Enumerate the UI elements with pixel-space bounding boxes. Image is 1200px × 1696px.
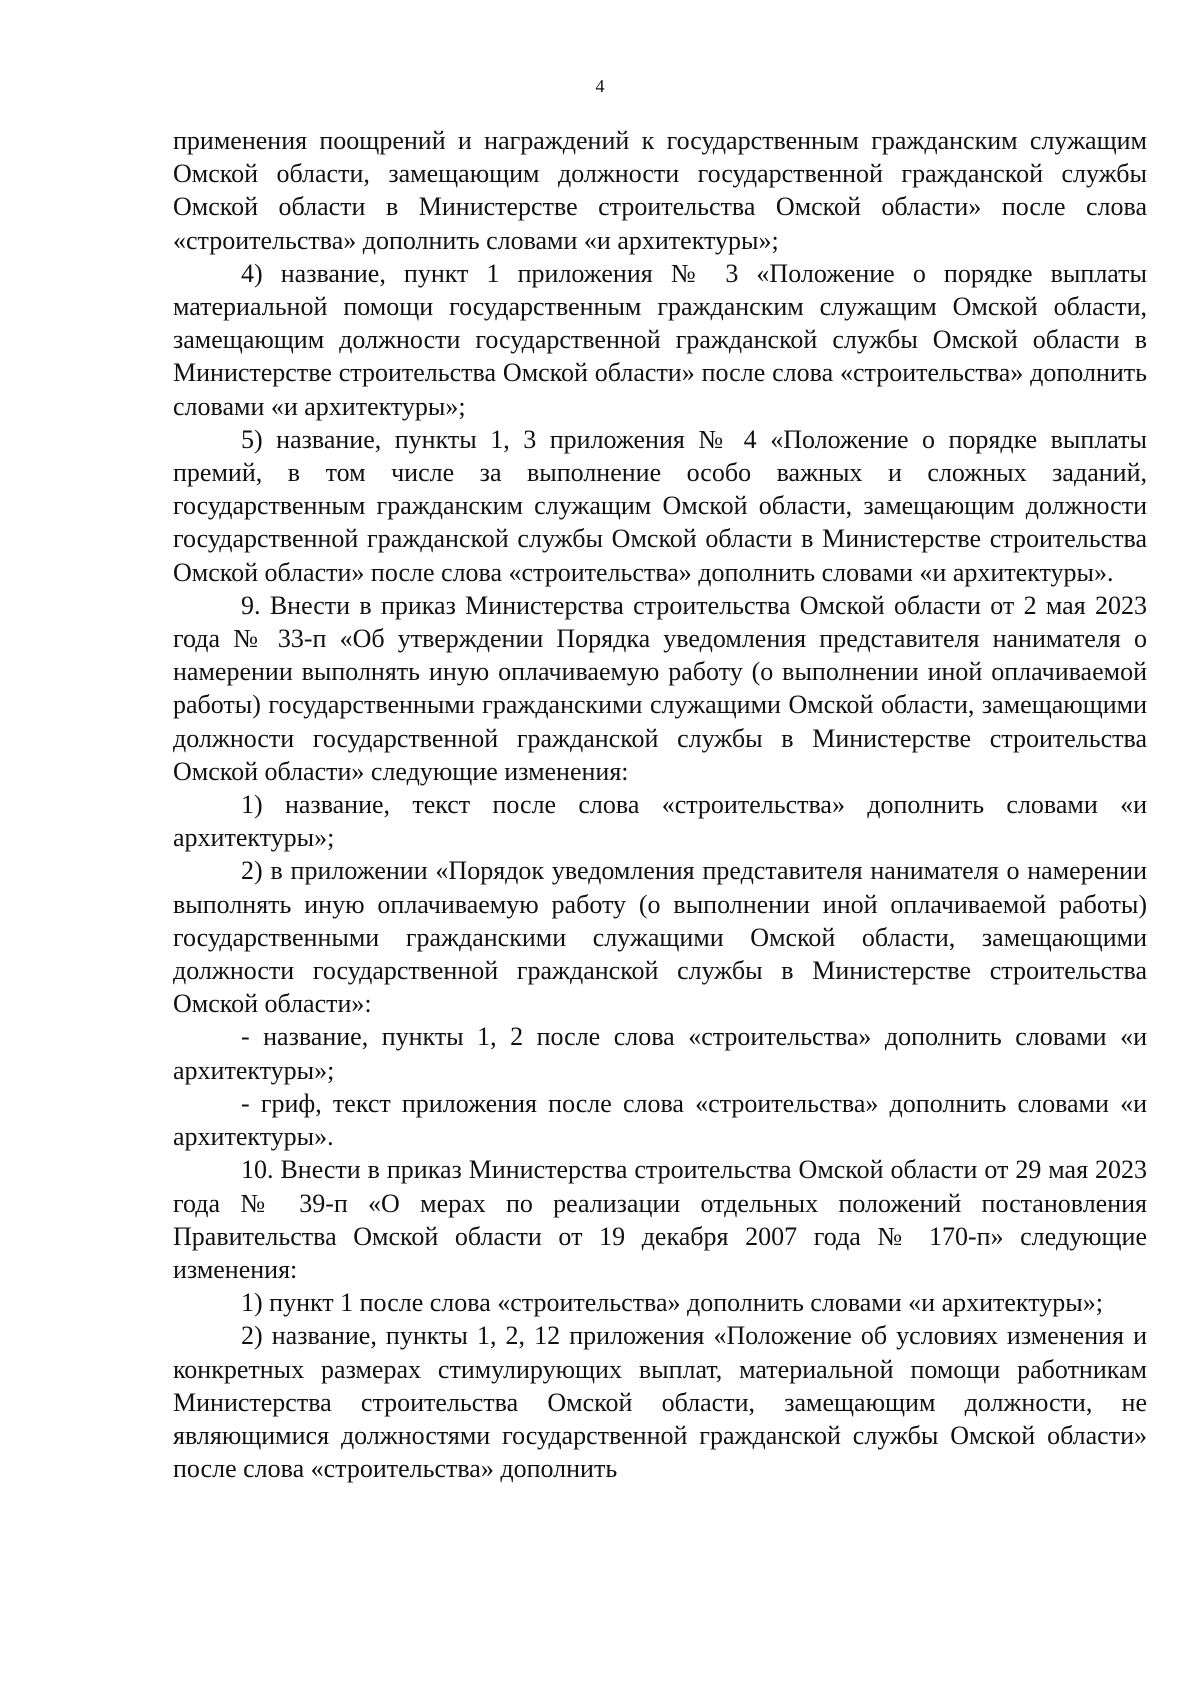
paragraph-clause-9: 9. Внести в приказ Министерства строительства Омской области от 2 мая 2023 года № 33-п «Об утверждении Порядка уведомления представителя нанимателя о намерении выполнять иную оплачиваемую работу (о выполнении иной оплачиваемой работы) государственными гражданскими служащими Омской области, замещающими должности государственной гражданской службы в Министерстве строительства Омской области» следующие изменения: (173, 590, 1147, 786)
paragraph-clause-9-dash-1: - название, пункты 1, 2 после слова «строительства» дополнить словами «и архитектуры»; (173, 1022, 1147, 1085)
paragraph-item-4: 4) название, пункт 1 приложения № 3 «Положение о порядке выплаты материальной помощи государственным гражданским служащим Омской области, замещающим должности государственной гражданской службы Омской области в Министерстве строительства Омской области» после слова «строительства» дополнить словами «и архитектуры»; (173, 258, 1147, 421)
paragraph-continuation: применения поощрений и награждений к государственным гражданским служащим Омской области, замещающим должности государственной гражданской службы Омской области в Министерстве строительства Омской области» после слова «строительства» дополнить словами «и архитектуры»; (173, 126, 1147, 255)
paragraph-clause-10-item-1: 1) пункт 1 после слова «строительства» дополнить словами «и архитектуры»; (241, 1288, 1103, 1318)
paragraph-clause-9-item-2: 2) в приложении «Порядок уведомления представителя нанимателя о намерении выполнять иную оплачиваемую работу (о выполнении иной оплачиваемой работы) государственными гражданскими служащими Омской области, замещающими должности государственной гражданской службы в Министерстве строительства Омской области»: (173, 856, 1147, 1019)
paragraph-clause-9-dash-2: - гриф, текст приложения после слова «строительства» дополнить словами «и архитектуры». (173, 1088, 1147, 1152)
document-body (173, 124, 1147, 1485)
page-number: 4 (595, 76, 605, 96)
paragraph-clause-10: 10. Внести в приказ Министерства строительства Омской области от 29 мая 2023 года № 39-п «О мерах по реализации отдельных положений постановления Правительства Омской области от 19 декабря 2007 года № 170-п» следующие изменения: (173, 1155, 1147, 1284)
paragraph-item-5: 5) название, пункты 1, 3 приложения № 4 «Положение о порядке выплаты премий, в том числе за выполнение особо важных и сложных заданий, государственным гражданским служащим Омской области, замещающим должности государственной гражданской службы Омской области в Министерстве строительства Омской области» после слова «строительства» дополнить словами «и архитектуры». (173, 424, 1147, 587)
paragraph-clause-10-item-2: 2) название, пункты 1, 2, 12 приложения «Положение об условиях изменения и конкретных размерах стимулирующих выплат, материальной помощи работникам Министерства строительства Омской области, замещающим должности, не являющимися должностями государственной гражданской службы Омской области» после слова «строительства» дополнить (173, 1321, 1147, 1484)
paragraph-clause-9-item-1: 1) название, текст после слова «строительства» дополнить словами «и архитектуры»; (173, 790, 1147, 853)
